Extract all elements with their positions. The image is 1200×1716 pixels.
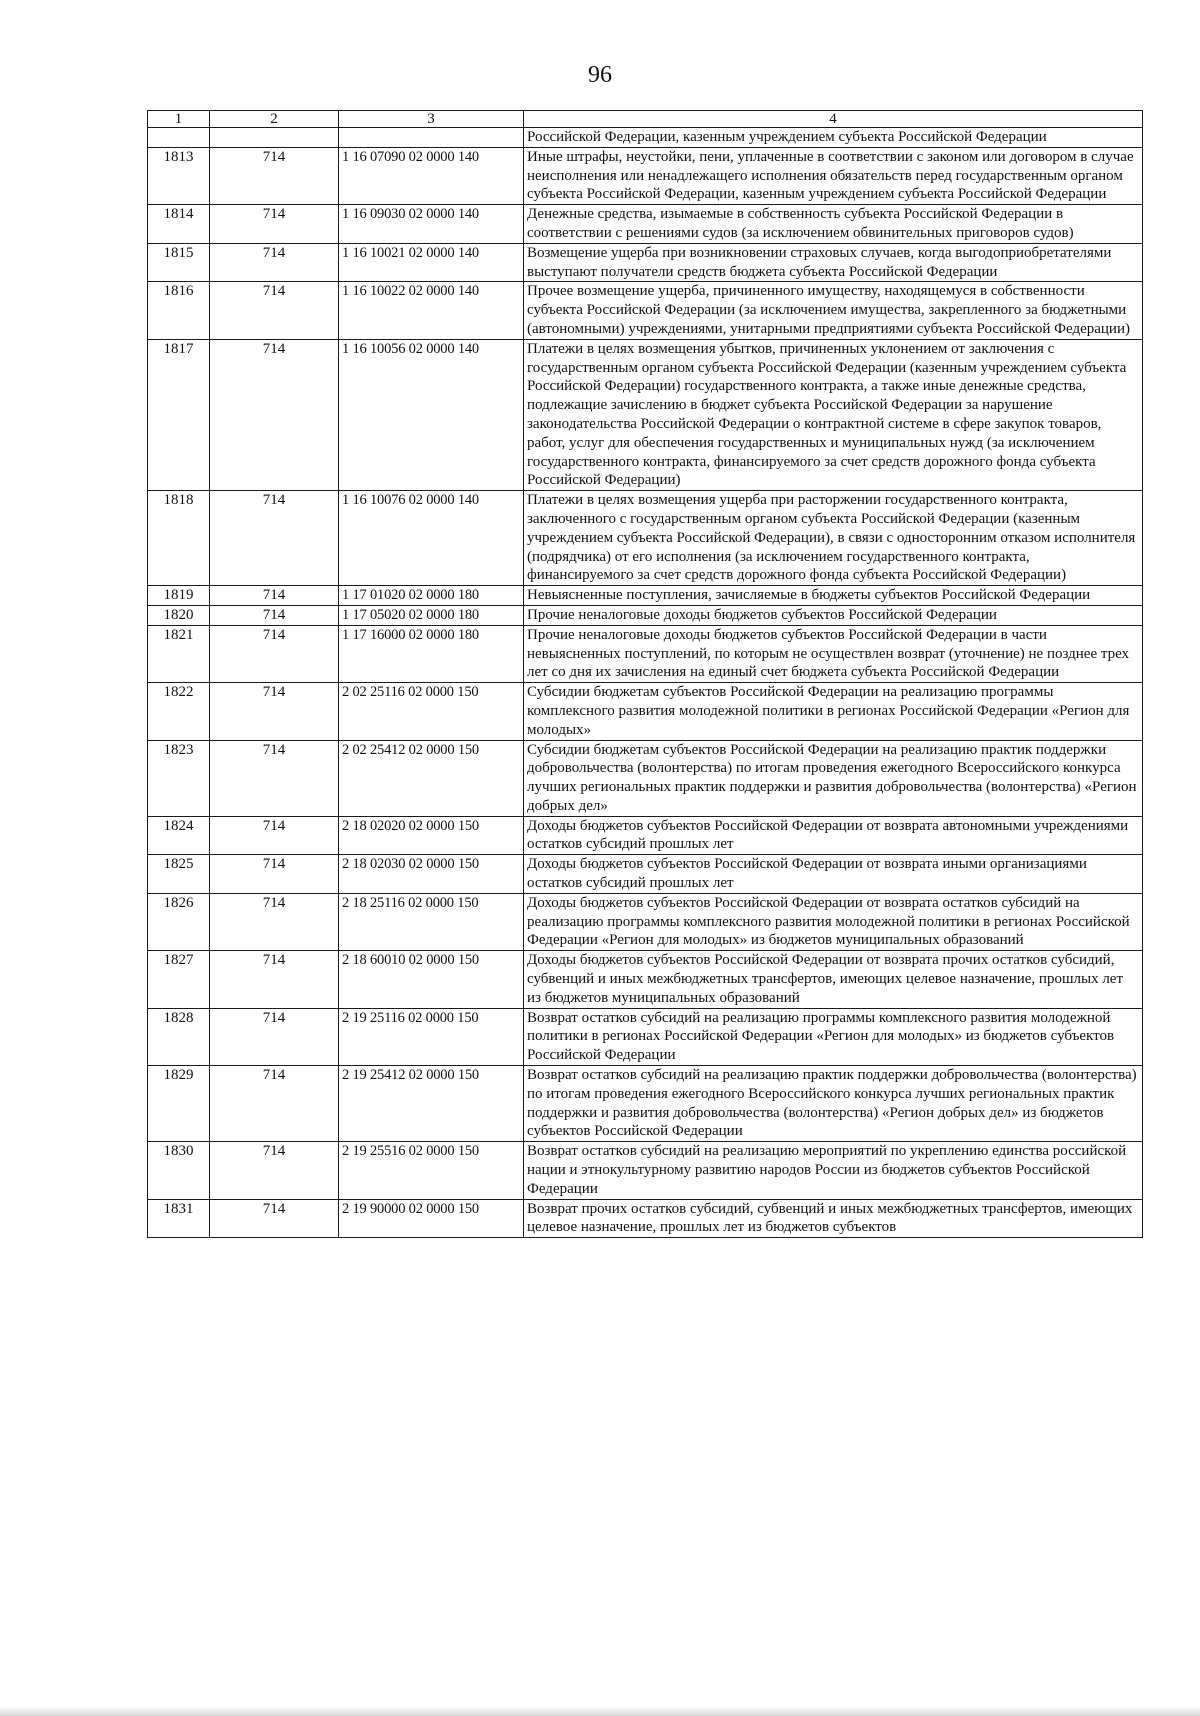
budget-classification-code: 2 19 90000 02 0000 150 [339,1199,524,1238]
admin-code: 714 [210,491,339,586]
admin-code: 714 [210,1066,339,1142]
budget-classification-code: 2 19 25116 02 0000 150 [339,1008,524,1065]
table-row [148,605,1143,625]
revenue-name: Возмещение ущерба при возникновении страховых случаев, когда выгодоприобретателями выступают получатели средств бюджета субъекта Российской Федерации [524,243,1143,282]
admin-code: 714 [210,951,339,1008]
admin-code: 714 [210,893,339,950]
revenue-name: Прочие неналоговые доходы бюджетов субъектов Российской Федерации в части невыясненных поступлений, по которым не осуществлен возврат (уточнение) не позднее трех лет со дня их зачисления на единый счет бюджета субъекта Российской Федерации [524,625,1143,682]
row-number: 1819 [148,586,210,606]
revenue-name: Невыясненные поступления, зачисляемые в бюджеты субъектов Российской Федерации [524,586,1143,606]
table-row [148,683,1143,740]
budget-classification-code: 1 16 10056 02 0000 140 [339,339,524,490]
budget-classification-code: 2 02 25412 02 0000 150 [339,740,524,816]
row-number: 1826 [148,893,210,950]
table-row [148,893,1143,950]
row-number: 1825 [148,855,210,894]
admin-code: 714 [210,243,339,282]
admin-code: 714 [210,339,339,490]
table-row [148,339,1143,490]
budget-classification-code: 2 18 02030 02 0000 150 [339,855,524,894]
revenue-name: Возврат остатков субсидий на реализацию программы комплексного развития молодежной политики в регионах Российской Федерации «Регион для молодых» из бюджетов субъектов Российской Федерации [524,1008,1143,1065]
revenue-name: Иные штрафы, неустойки, пени, уплаченные в соответствии с законом или договором в случае неисполнения или ненадлежащего исполнения обязательств перед государственным органом субъекта Российской Федерации, казенным учреждением субъекта Российской Федерации [524,147,1143,204]
table-row [148,243,1143,282]
revenue-name: Платежи в целях возмещения ущерба при расторжении государственного контракта, заключенного с государственным органом субъекта Российской Федерации (казенным учреждением субъекта Российской Федерации), в связи с односторонним отказом исполнителя (подрядчика) от его исполнения (за исключением государственного контракта, финансируемого за счет средств дорожного фонда субъекта Российской Федерации) [524,491,1143,586]
revenue-name: Возврат остатков субсидий на реализацию мероприятий по укреплению единства российской нации и этнокультурному развитию народов России из бюджетов субъектов Российской Федерации [524,1142,1143,1199]
budget-classification-code: 1 17 01020 02 0000 180 [339,586,524,606]
header-col-2: 2 [210,111,339,128]
row-number: 1829 [148,1066,210,1142]
table-row [148,855,1143,894]
revenue-name: Доходы бюджетов субъектов Российской Федерации от возврата автономными учреждениями остатков субсидий прошлых лет [524,816,1143,855]
budget-classification-code: 1 16 10076 02 0000 140 [339,491,524,586]
budget-classification-code: 1 16 07090 02 0000 140 [339,147,524,204]
row-number: 1822 [148,683,210,740]
table-row [148,951,1143,1008]
continuation-cell-1 [148,128,210,148]
table-row [148,147,1143,204]
table-row [148,816,1143,855]
header-col-3: 3 [339,111,524,128]
revenue-name: Прочие неналоговые доходы бюджетов субъектов Российской Федерации [524,605,1143,625]
row-number: 1816 [148,282,210,339]
revenue-name: Прочее возмещение ущерба, причиненного имуществу, находящемуся в собственности субъекта Российской Федерации (за исключением имущества, закрепленного за бюджетными (автономными) учреждениями, унитарными предприятиями субъекта Российской Федерации) [524,282,1143,339]
row-number: 1827 [148,951,210,1008]
revenue-name: Доходы бюджетов субъектов Российской Федерации от возврата прочих остатков субсидий, субвенций и иных межбюджетных трансфертов, имеющих целевое назначение, прошлых лет из бюджетов муниципальных образований [524,951,1143,1008]
table-row [148,282,1143,339]
budget-classification-code: 2 19 25516 02 0000 150 [339,1142,524,1199]
table-row [148,491,1143,586]
budget-classification-code: 1 17 05020 02 0000 180 [339,605,524,625]
admin-code: 714 [210,586,339,606]
admin-code: 714 [210,605,339,625]
scan-bottom-edge [0,1706,1200,1716]
admin-code: 714 [210,205,339,244]
table-row [148,586,1143,606]
budget-classification-code: 2 18 25116 02 0000 150 [339,893,524,950]
row-number: 1814 [148,205,210,244]
revenue-name: Платежи в целях возмещения убытков, причиненных уклонением от заключения с государственным органом субъекта Российской Федерации (казенным учреждением субъекта Российской Федерации) государственного контракта, а также иные денежные средства, подлежащие зачислению в бюджет субъекта Российской Федерации за нарушение законодательства Российской Федерации о контрактной системе в сфере закупок товаров, работ, услуг для обеспечения государственных и муниципальных нужд (за исключением государственного контракта, финансируемого за счет средств дорожного фонда субъекта Российской Федерации) [524,339,1143,490]
row-number: 1828 [148,1008,210,1065]
row-number: 1831 [148,1199,210,1238]
admin-code: 714 [210,816,339,855]
budget-classification-code: 1 17 16000 02 0000 180 [339,625,524,682]
revenue-codes-table [147,110,1143,1238]
row-number: 1824 [148,816,210,855]
continuation-text: Российской Федерации, казенным учреждением субъекта Российской Федерации [524,128,1143,148]
budget-classification-code: 1 16 10021 02 0000 140 [339,243,524,282]
row-number: 1821 [148,625,210,682]
revenue-name: Субсидии бюджетам субъектов Российской Федерации на реализацию программы комплексного развития молодежной политики в регионах Российской Федерации «Регион для молодых» [524,683,1143,740]
admin-code: 714 [210,282,339,339]
revenue-name: Субсидии бюджетам субъектов Российской Федерации на реализацию практик поддержки добровольчества (волонтерства) по итогам проведения ежегодного Всероссийского конкурса лучших региональных практик поддержки и развития добровольчества (волонтерства) «Регион добрых дел» [524,740,1143,816]
budget-classification-code: 2 02 25116 02 0000 150 [339,683,524,740]
continuation-cell-3 [339,128,524,148]
admin-code: 714 [210,147,339,204]
admin-code: 714 [210,683,339,740]
row-number: 1818 [148,491,210,586]
row-number: 1820 [148,605,210,625]
admin-code: 714 [210,1008,339,1065]
admin-code: 714 [210,625,339,682]
revenue-name: Денежные средства, изымаемые в собственность субъекта Российской Федерации в соответствии с решениями судов (за исключением обвинительных приговоров судов) [524,205,1143,244]
budget-classification-code: 2 19 25412 02 0000 150 [339,1066,524,1142]
row-number: 1815 [148,243,210,282]
header-col-1: 1 [148,111,210,128]
revenue-name: Возврат прочих остатков субсидий, субвенций и иных межбюджетных трансфертов, имеющих целевое назначение, прошлых лет из бюджетов субъектов [524,1199,1143,1238]
table-row [148,1066,1143,1142]
admin-code: 714 [210,1199,339,1238]
table-row [148,1008,1143,1065]
table-row [148,1142,1143,1199]
admin-code: 714 [210,1142,339,1199]
revenue-name: Доходы бюджетов субъектов Российской Федерации от возврата остатков субсидий на реализацию программы комплексного развития молодежной политики в регионах Российской Федерации «Регион для молодых» из бюджетов муниципальных образований [524,893,1143,950]
continuation-row [148,128,1143,148]
table-row [148,1199,1143,1238]
table-row [148,625,1143,682]
admin-code: 714 [210,855,339,894]
header-row [148,111,1143,128]
row-number: 1817 [148,339,210,490]
table-row [148,740,1143,816]
table-row [148,205,1143,244]
admin-code: 714 [210,740,339,816]
budget-classification-code: 1 16 09030 02 0000 140 [339,205,524,244]
header-col-4: 4 [524,111,1143,128]
continuation-cell-2 [210,128,339,148]
budget-classification-code: 1 16 10022 02 0000 140 [339,282,524,339]
budget-classification-code: 2 18 60010 02 0000 150 [339,951,524,1008]
revenue-name: Доходы бюджетов субъектов Российской Федерации от возврата иными организациями остатков субсидий прошлых лет [524,855,1143,894]
row-number: 1813 [148,147,210,204]
revenue-name: Возврат остатков субсидий на реализацию практик поддержки добровольчества (волонтерства) по итогам проведения ежегодного Всероссийского конкурса лучших региональных практик поддержки и развития добровольчества (волонтерства) «Регион добрых дел» из бюджетов субъектов Российской Федерации [524,1066,1143,1142]
row-number: 1830 [148,1142,210,1199]
page-number: 96 [588,62,612,88]
row-number: 1823 [148,740,210,816]
budget-classification-code: 2 18 02020 02 0000 150 [339,816,524,855]
